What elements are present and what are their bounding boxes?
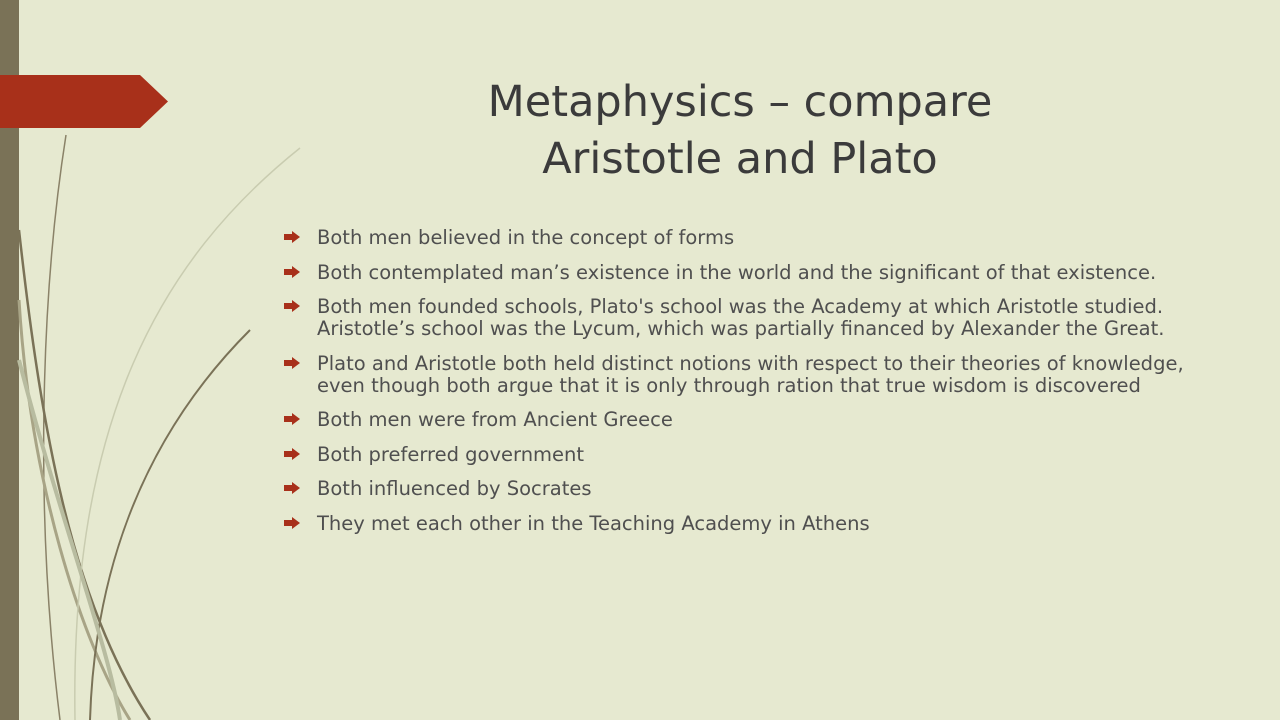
bullet-text: Both men believed in the concept of forms <box>317 226 735 249</box>
bullet-text: Both men founded schools, Plato's school was the Academy at which Aristotle studied. Aristotle’s school was the Lycum, which was partially financed by Alexander the Great. <box>317 295 1165 340</box>
bullet-text: Both men were from Ancient Greece <box>317 408 673 431</box>
arrow-right-icon <box>284 266 300 278</box>
bullet-item <box>284 444 1204 466</box>
bullet-text: Both preferred government <box>317 442 585 466</box>
bullet-list <box>284 227 1204 547</box>
accent-tab <box>0 75 168 128</box>
bullet-item <box>284 513 1204 535</box>
arrow-right-icon <box>284 413 300 425</box>
bullet-item <box>284 478 1204 500</box>
slide-title-line-1: Metaphysics – compare <box>487 77 993 127</box>
bullet-item <box>284 296 1204 340</box>
arrow-right-icon <box>284 448 300 460</box>
arrow-right-icon <box>284 482 300 494</box>
arrow-right-icon <box>284 517 300 529</box>
bullet-text: They met each other in the Teaching Academy in Athens <box>317 511 870 535</box>
slide-title <box>340 74 1140 188</box>
bullet-text: Both influenced by Socrates <box>317 477 592 500</box>
slide-title-line-2: Aristotle and Plato <box>542 134 938 184</box>
bullet-item <box>284 262 1204 284</box>
bullet-item <box>284 409 1204 431</box>
arrow-right-icon <box>284 231 300 243</box>
bullet-item <box>284 227 1204 249</box>
arrow-right-icon <box>284 300 300 312</box>
arrow-right-icon <box>284 357 300 369</box>
bullet-text: Both contemplated man’s existence in the world and the significant of that existence. <box>317 260 1157 284</box>
bullet-item <box>284 353 1204 397</box>
bullet-text: Plato and Aristotle both held distinct notions with respect to their theories of knowledge, even though both argue that it is only through ration that true wisdom is discovered <box>317 351 1184 397</box>
